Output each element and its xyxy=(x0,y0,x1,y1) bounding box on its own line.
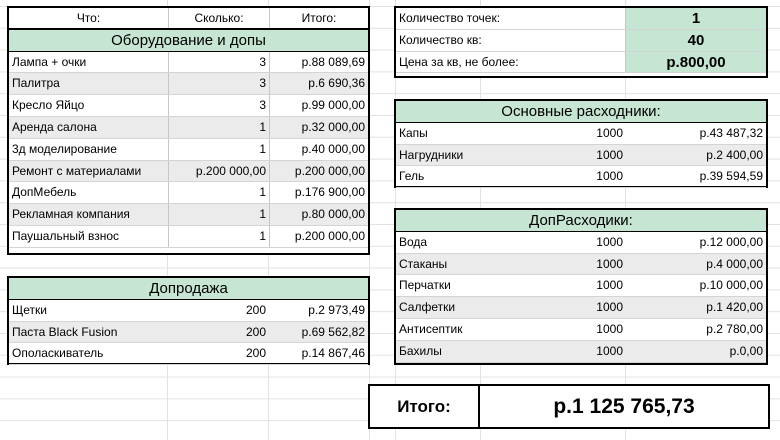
main-supplies-name-cell[interactable]: Капы xyxy=(399,125,428,140)
equipment-row xyxy=(9,95,368,117)
main-supplies-total-cell[interactable]: р.43 487,32 xyxy=(699,125,763,140)
extra-supplies-qty-cell[interactable]: 1000 xyxy=(596,256,623,271)
equipment-total-cell[interactable]: р.6 690,36 xyxy=(269,73,368,94)
extra-supplies-table xyxy=(394,208,768,365)
main-supplies-qty-cell[interactable]: 1000 xyxy=(596,125,623,140)
equipment-name-cell[interactable]: Кресло Яйцо xyxy=(12,98,85,113)
equipment-row xyxy=(9,161,368,183)
main-supplies-total-cell[interactable]: р.2 400,00 xyxy=(706,147,763,162)
main-supplies-row xyxy=(396,145,766,167)
extra-supplies-name-cell[interactable]: Салфетки xyxy=(399,300,456,315)
upsell-qty-cell[interactable]: 200 xyxy=(245,346,266,361)
grand-total-value[interactable]: р.1 125 765,73 xyxy=(553,395,695,418)
equipment-total-cell[interactable]: р.176 900,00 xyxy=(269,182,368,203)
upsell-total-cell[interactable]: р.2 973,49 xyxy=(308,302,365,317)
upsell-name-cell[interactable]: Паста Black Fusion xyxy=(12,324,118,339)
main-supplies-title-text: Основные расходники: xyxy=(501,103,661,120)
equipment-qty-cell[interactable]: 1 xyxy=(168,226,269,247)
extra-supplies-name-cell[interactable]: Антисептик xyxy=(399,322,463,336)
extra-supplies-row xyxy=(396,319,766,341)
main-supplies-name-cell[interactable]: Гель xyxy=(399,169,425,184)
param-label-cell[interactable]: Количество кв: xyxy=(399,32,482,47)
upsell-row xyxy=(9,300,368,322)
equipment-col-headers xyxy=(9,8,368,30)
extra-supplies-row xyxy=(396,275,766,297)
upsell-name-cell[interactable]: Щетки xyxy=(12,302,47,317)
equipment-qty-cell[interactable]: 1 xyxy=(168,117,269,138)
equipment-total-cell[interactable]: р.80 000,00 xyxy=(269,204,368,225)
extra-supplies-qty-cell[interactable]: 1000 xyxy=(596,343,623,358)
extra-supplies-total-cell[interactable]: р.12 000,00 xyxy=(699,234,763,249)
equipment-name-cell[interactable]: Лампа + очки xyxy=(12,54,87,69)
extra-supplies-title xyxy=(396,210,766,232)
extra-supplies-qty-cell[interactable]: 1000 xyxy=(596,278,623,293)
equipment-total-cell[interactable]: р.200 000,00 xyxy=(269,226,368,247)
param-label-cell[interactable]: Цена за кв, не более: xyxy=(399,54,519,69)
equipment-total-cell[interactable]: р.40 000,00 xyxy=(269,139,368,160)
extra-supplies-row xyxy=(396,297,766,319)
col-header-qty[interactable]: Сколько: xyxy=(168,8,269,28)
main-supplies-row xyxy=(396,166,766,188)
equipment-table xyxy=(7,6,370,255)
param-value-cell[interactable]: 1 xyxy=(625,8,766,29)
equipment-name-cell[interactable]: Ремонт с материалами xyxy=(12,163,142,178)
params-table xyxy=(394,6,768,78)
equipment-qty-cell[interactable]: 1 xyxy=(168,182,269,203)
equipment-row xyxy=(9,226,368,248)
extra-supplies-qty-cell[interactable]: 1000 xyxy=(596,234,623,249)
grand-total-box xyxy=(368,384,770,429)
extra-supplies-total-cell[interactable]: р.2 780,00 xyxy=(706,322,763,336)
param-value-cell[interactable]: 40 xyxy=(625,30,766,51)
equipment-total-cell[interactable]: р.32 000,00 xyxy=(269,117,368,138)
extra-supplies-name-cell[interactable]: Стаканы xyxy=(399,256,448,271)
equipment-row xyxy=(9,204,368,226)
equipment-row xyxy=(9,117,368,139)
col-header-what[interactable]: Что: xyxy=(76,11,101,25)
equipment-row xyxy=(9,52,368,74)
equipment-row xyxy=(9,139,368,161)
equipment-name-cell[interactable]: Паушальный взнос xyxy=(12,229,120,243)
col-header-total[interactable]: Итого: xyxy=(269,8,368,28)
equipment-qty-cell[interactable]: 3 xyxy=(168,73,269,94)
extra-supplies-total-cell[interactable]: р.0,00 xyxy=(729,343,763,358)
param-row xyxy=(396,52,766,74)
main-supplies-title xyxy=(396,101,766,123)
upsell-title-text: Допродажа xyxy=(149,280,228,297)
extra-supplies-name-cell[interactable]: Перчатки xyxy=(399,278,451,293)
extra-supplies-total-cell[interactable]: р.4 000,00 xyxy=(706,256,763,271)
equipment-name-cell[interactable]: 3д моделирование xyxy=(12,141,117,156)
main-supplies-row xyxy=(396,123,766,145)
main-supplies-total-cell[interactable]: р.39 594,59 xyxy=(699,169,763,184)
equipment-title xyxy=(9,30,368,52)
extra-supplies-total-cell[interactable]: р.10 000,00 xyxy=(699,278,763,293)
main-supplies-qty-cell[interactable]: 1000 xyxy=(596,147,623,162)
equipment-price-cell[interactable]: р.200 000,00 xyxy=(168,161,269,182)
upsell-qty-cell[interactable]: 200 xyxy=(245,324,266,339)
main-supplies-qty-cell[interactable]: 1000 xyxy=(596,169,623,184)
extra-supplies-row xyxy=(396,232,766,254)
param-value-cell[interactable]: р.800,00 xyxy=(625,52,766,73)
extra-supplies-name-cell[interactable]: Вода xyxy=(399,234,428,249)
equipment-total-cell[interactable]: р.88 089,69 xyxy=(269,52,368,73)
upsell-title xyxy=(9,278,368,300)
equipment-row xyxy=(9,182,368,204)
upsell-qty-cell[interactable]: 200 xyxy=(245,302,266,317)
equipment-name-cell[interactable]: Рекламная компания xyxy=(12,207,130,222)
equipment-qty-cell[interactable]: 3 xyxy=(168,52,269,73)
param-label-cell[interactable]: Количество точек: xyxy=(399,11,501,25)
param-row xyxy=(396,8,766,30)
main-supplies-name-cell[interactable]: Нагрудники xyxy=(399,147,464,162)
extra-supplies-title-text: ДопРасходики: xyxy=(529,212,633,229)
param-row xyxy=(396,30,766,52)
upsell-name-cell[interactable]: Ополаскиватель xyxy=(12,346,104,361)
equipment-name-cell[interactable]: ДопМебель xyxy=(12,185,77,200)
equipment-title-text: Оборудование и допы xyxy=(111,31,266,49)
equipment-total-cell[interactable]: р.99 000,00 xyxy=(269,95,368,116)
equipment-total-cell[interactable]: р.200 000,00 xyxy=(269,161,368,182)
upsell-row xyxy=(9,322,368,344)
upsell-total-cell[interactable]: р.69 562,82 xyxy=(301,324,365,339)
extra-supplies-name-cell[interactable]: Бахилы xyxy=(399,343,442,358)
main-supplies-table xyxy=(394,99,768,188)
extra-supplies-qty-cell[interactable]: 1000 xyxy=(596,322,623,336)
extra-supplies-total-cell[interactable]: р.1 420,00 xyxy=(706,300,763,315)
extra-supplies-row xyxy=(396,341,766,363)
upsell-total-cell[interactable]: р.14 867,46 xyxy=(301,346,365,361)
equipment-qty-cell[interactable]: 1 xyxy=(168,139,269,160)
equipment-qty-cell[interactable]: 3 xyxy=(168,95,269,116)
grand-total-label[interactable]: Итого: xyxy=(370,386,480,427)
equipment-name-cell[interactable]: Аренда салона xyxy=(12,120,97,134)
equipment-qty-cell[interactable]: 1 xyxy=(168,204,269,225)
upsell-table xyxy=(7,276,370,365)
upsell-row xyxy=(9,343,368,365)
equipment-name-cell[interactable]: Палитра xyxy=(12,76,60,91)
extra-supplies-row xyxy=(396,254,766,276)
equipment-row xyxy=(9,73,368,95)
extra-supplies-qty-cell[interactable]: 1000 xyxy=(596,300,623,315)
